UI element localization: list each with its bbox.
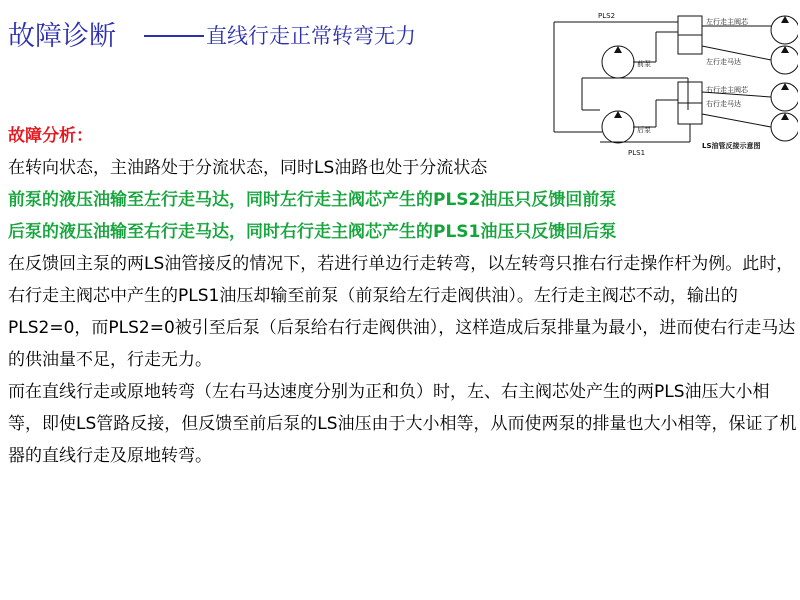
analysis-heading: 故障分析： <box>8 126 93 146</box>
steering-state-line: 在转向状态，主油路处于分流状态，同时LS油路也处于分流状态 <box>8 158 488 178</box>
page-title: 故障诊断 <box>8 21 116 52</box>
page-subtitle: 直线行走正常转弯无力 <box>206 24 416 48</box>
front-pump-feedback-line: 前泵的液压油输至左行走马达，同时左行走主阀芯产生的PLS2油压只反馈回前泵 <box>8 190 617 210</box>
reversed-hose-paragraph: 在反馈回主泵的两LS油管接反的情况下，若进行单边行走转弯，以左转弯只推右行走操作杆为例。此时，右行走主阀芯中产生的PLS1油压却输至前泵（前泵给左行走阀供油）。左行走主阀芯不动，输出的PLS2=0，而PLS2=0被引至后泵（后泵给右行走阀供油），这样造成后泵排量为最小，进而使右行走马达的供油量不足，行走无力。 <box>8 254 796 370</box>
left-motor-top-arrow <box>781 16 789 23</box>
left-motor-bottom-arrow <box>781 46 789 53</box>
left-valve-label: 左行走主阀芯 <box>706 18 748 26</box>
right-motor-bottom-arrow <box>781 113 789 120</box>
title-dash <box>144 35 204 37</box>
rear-pump-feedback-line: 后泵的液压油输至右行走马达，同时右行走主阀芯产生的PLS1油压只反馈回后泵 <box>8 222 617 242</box>
left-motor-label: 左行走马达 <box>706 58 741 66</box>
front-pump-label: 前泵 <box>637 60 651 68</box>
rear-pump-arrow <box>614 111 622 118</box>
rear-pump-label: 后泵 <box>637 126 651 134</box>
right-valve-label: 右行走主阀芯 <box>706 86 748 94</box>
front-pump-arrow <box>614 46 622 53</box>
analysis-section <box>8 120 798 472</box>
pls1-label: PLS1 <box>628 149 646 157</box>
right-motor-label: 右行走马达 <box>706 100 741 108</box>
straight-travel-paragraph: 而在直线行走或原地转弯（左右马达速度分别为正和负）时，左、右主阀芯处产生的两PLS油压大小相等，即使LS管路反接，但反馈至前后泵的LS油压由于大小相等，从而使两泵的排量也大小相等，保证了机器的直线行走及原地转弯。 <box>8 382 797 466</box>
pls2-label: PLS2 <box>598 12 616 20</box>
diagram-caption: LS油管反接示意图 <box>702 142 761 150</box>
right-motor-top-arrow <box>781 83 789 90</box>
